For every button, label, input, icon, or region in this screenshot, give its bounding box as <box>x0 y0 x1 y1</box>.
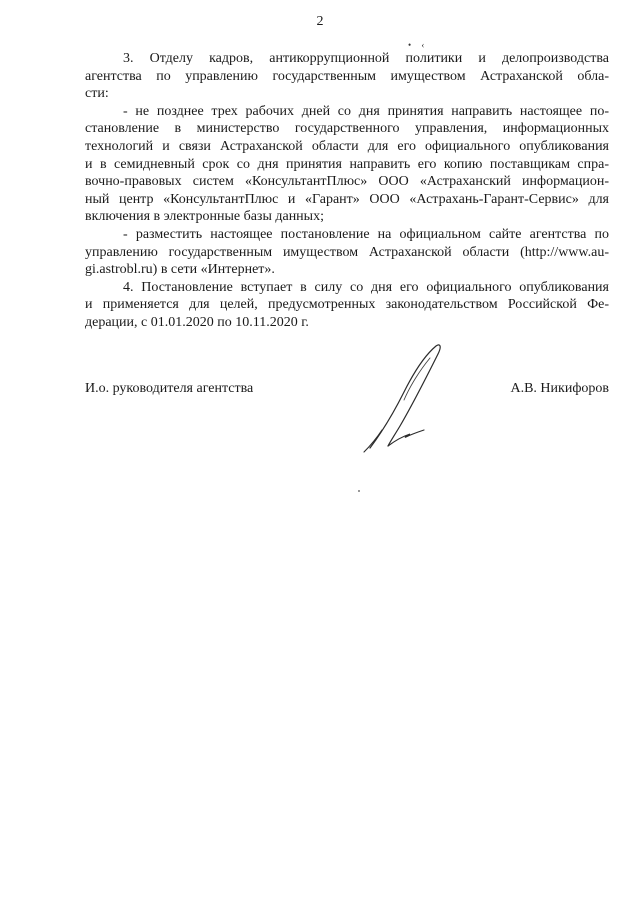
paragraph-subitem-website <box>85 226 609 279</box>
stray-marks: • ‹ <box>408 40 429 50</box>
text-line: и в семидневный срок со дня принятия направить его копию поставщикам спра- <box>85 156 609 172</box>
text-line: gi.astrobl.ru) в сети «Интернет». <box>85 262 275 278</box>
text-line: и применяется для целей, предусмотренных законодательством Российской Фе- <box>85 297 609 313</box>
paragraph-subitem-publication <box>85 103 609 226</box>
text-line: 3. Отделу кадров, антикоррупционной политики и делопроизводства <box>123 51 609 66</box>
text-line: управлению государственным имуществом Астраханской области (http://www.au- <box>85 244 609 260</box>
text-line: - разместить настоящее постановление на официальном сайте агентства по <box>123 226 609 242</box>
signatory-name: А.В. Никифоров <box>510 381 609 396</box>
text-line: агентства по управлению государственным имуществом Астраханской обла- <box>85 68 609 84</box>
handwritten-signature <box>360 340 450 455</box>
text-line: включения в электронные базы данных; <box>85 209 324 225</box>
page-number: 2 <box>316 14 324 29</box>
text-line: вочно-правовых систем «КонсультантПлюс» ООО «Астраханский информацион- <box>85 174 609 190</box>
signatory-title: И.о. руководителя агентства <box>85 381 254 396</box>
text-line: 4. Постановление вступает в силу со дня его официального опубликования <box>123 279 609 295</box>
text-line: - не позднее трех рабочих дней со дня принятия направить настоящее по- <box>123 103 609 119</box>
text-line: ный центр «КонсультантПлюс и «Гарант» ООО «Астрахань-Гарант-Сервис» для <box>85 191 609 207</box>
paragraph-item-4 <box>85 279 609 332</box>
scan-dot <box>358 490 360 492</box>
text-line: становление в министерство государственного управления, информационных <box>85 121 609 137</box>
document-body <box>85 50 609 332</box>
text-line: дерации, с 01.01.2020 по 10.11.2020 г. <box>85 314 309 330</box>
text-line: технологий и связи Астраханской области для его официального опубликования <box>85 138 609 154</box>
text-line: сти: <box>85 86 109 102</box>
paragraph-item-3 <box>85 50 609 103</box>
